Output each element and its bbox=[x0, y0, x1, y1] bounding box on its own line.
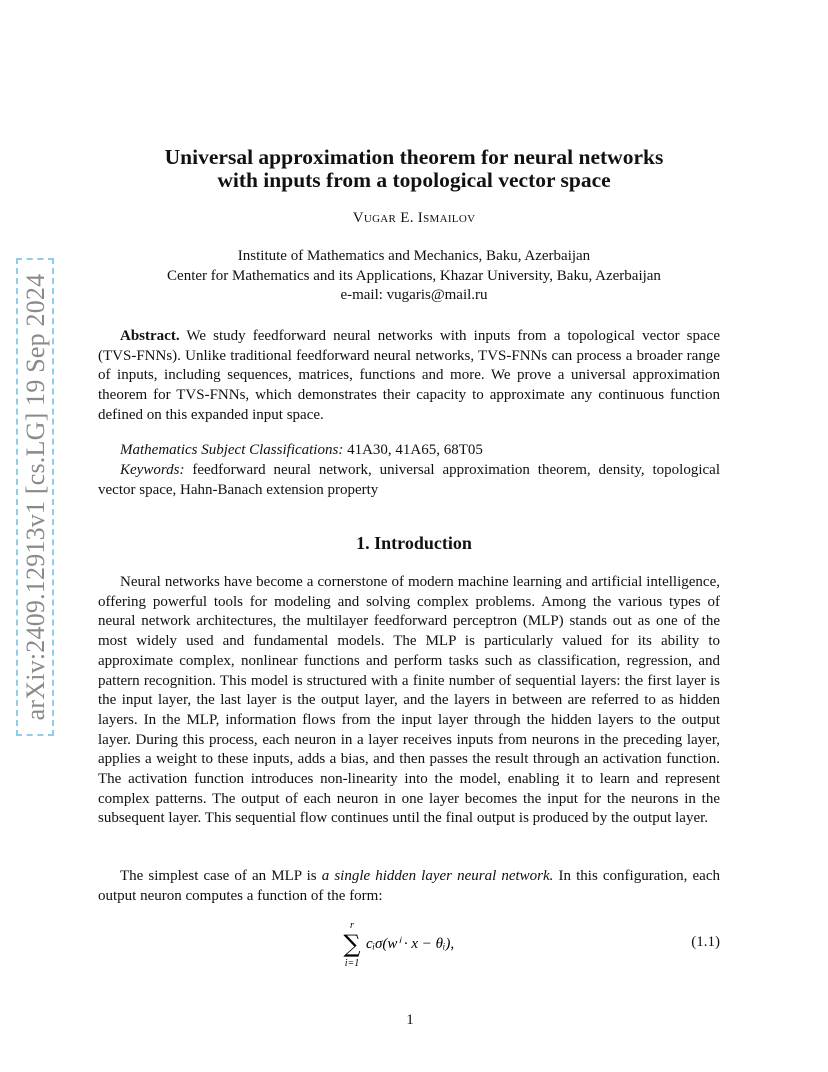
equation-1-1 bbox=[340, 922, 540, 972]
msc-line bbox=[98, 441, 720, 461]
sum-upper-limit: r bbox=[350, 922, 354, 931]
paragraph-2-end: In this configuration, each output neuron computes a function of the form: bbox=[98, 868, 720, 904]
msc-text: 41A30, 41A65, 68T05 bbox=[347, 442, 483, 458]
author: Vugar E. Ismailov bbox=[352, 210, 476, 226]
sum-lower-limit: i=1 bbox=[344, 958, 360, 969]
affiliation-2: Center for Mathematics and its Applications, Khazar University, Baku, Azerbaijan bbox=[167, 267, 661, 284]
abstract-text: We study feedforward neural networks with inputs from a topological vector space (TVS-FNNs). Unlike traditional feedforward neural networks, TVS-FNNs can process a broader range of inputs, including sequences, matrices, functions and more. We prove a universal approximation theorem for TVS-FNNs, which demonstrates their capacity to approximate any continuous function defined on this expanded input space. bbox=[98, 328, 720, 423]
section-heading: 1. Introduction bbox=[356, 533, 472, 553]
paragraph-2 bbox=[98, 867, 720, 906]
equation-number: (1.1) bbox=[691, 934, 720, 950]
keywords bbox=[98, 461, 720, 500]
abstract bbox=[98, 327, 720, 426]
title-line-1: Universal approximation theorem for neural networks bbox=[164, 145, 664, 169]
affiliations bbox=[90, 247, 738, 306]
sum-symbol: ∑ bbox=[343, 930, 361, 958]
page-number: 1 bbox=[406, 1012, 414, 1028]
paragraph-2-start: The simplest case of an MLP is bbox=[120, 868, 322, 884]
keywords-text: feedforward neural network, universal approximation theorem, density, topological vector space, Hahn-Banach extension property bbox=[98, 462, 721, 498]
paragraph-1: Neural networks have become a cornerstone of modern machine learning and artificial intelligence, offering powerful tools for modeling and solving complex problems. Among the various types of neural network architectures, the multilayer feedforward perceptron (MLP) stands out as one of the most widely used and fundamental models. The MLP is particularly valued for its ability to approximate complex, nonlinear functions and perform tasks such as classification, regression, and pattern recognition. This model is structured with a finite number of sequential layers: the first layer is the input layer, the last layer is the output layer, and the layers in between are referred to as hidden layers. In the MLP, information flows from the input layer through the hidden layers to the output layer. During this process, each neuron in a layer receives inputs from neurons in the preceding layer, applies a weight to these inputs, adds a bias, and then passes the result through an activation function. The activation function introduces non-linearity into the model, enabling it to learn and represent complex patterns. The output of each neuron in one layer becomes the input for the neurons in the subsequent layer. This sequential flow continues until the final output is produced by the output layer. bbox=[98, 574, 720, 827]
affiliation-1: Institute of Mathematics and Mechanics, Baku, Azerbaijan bbox=[237, 248, 591, 264]
email: e-mail: vugaris@mail.ru bbox=[340, 287, 488, 303]
paragraph-2-emphasis: a single hidden layer neural network. bbox=[321, 868, 554, 884]
msc-label: Mathematics Subject Classifications: bbox=[120, 442, 344, 458]
keywords-label: Keywords: bbox=[120, 462, 185, 478]
abstract-label: Abstract. bbox=[120, 328, 180, 344]
title-line-2: with inputs from a topological vector space bbox=[217, 168, 611, 192]
paper-title bbox=[90, 146, 738, 192]
arxiv-stamp: arXiv:2409.12913v1 [cs.LG] 19 Sep 2024 bbox=[21, 273, 50, 721]
equation-body: cᵢσ(wⁱ · x − θᵢ), bbox=[366, 936, 455, 952]
